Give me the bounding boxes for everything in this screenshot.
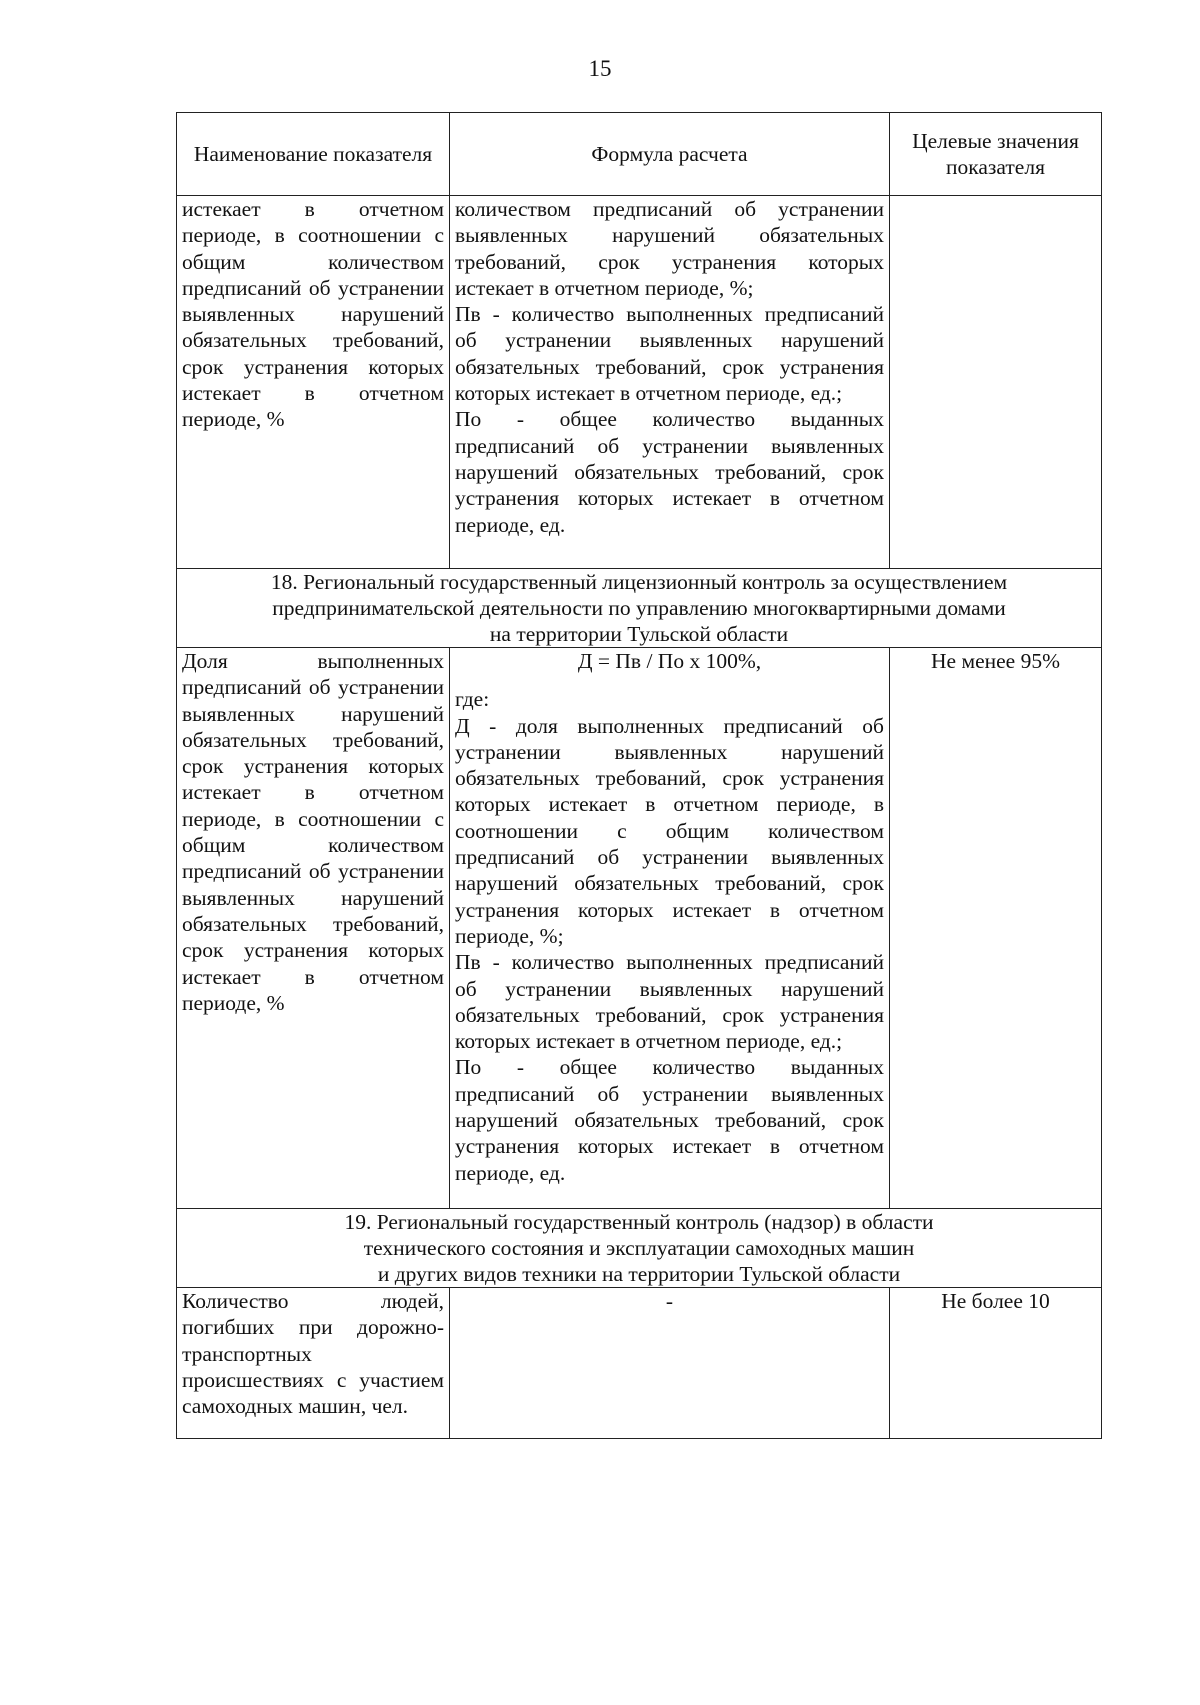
table-row — [177, 1288, 1102, 1439]
formula-expression: Д = Пв / По х 100%, — [577, 649, 762, 673]
indicator-name-cell: Доля выполненных предписаний об устранении выявленных нарушений обязательных требований, срок устранения которых истекает в отчетном периоде, в соотношении с общим количеством предписаний об устранении выявленных нарушений обязательных требований, срок устранения которых истекает в отчетном периоде, % — [177, 648, 450, 1209]
target-value-cell: Не более 10 — [890, 1288, 1102, 1439]
section-heading-row — [177, 1209, 1102, 1288]
formula-text: Д - доля выполненных предписаний об устранении выявленных нарушений обязательных требований, срок устранения которых истекает в отчетном периоде, в соотношении с общим количеством предписаний об устранении выявленных нарушений обязательных требований, срок устранения которых истекает в отчетном периоде, %; — [455, 713, 884, 948]
header-formula: Формула расчета — [450, 113, 890, 196]
target-value-cell — [890, 196, 1102, 569]
formula-text: По - общее количество выданных предписаний об устранении выявленных нарушений обязательных требований, срок устранения которых истекает в отчетном периоде, ед. — [455, 407, 884, 537]
formula-cell — [450, 648, 890, 1209]
section-18-title — [177, 569, 1102, 648]
section-title-line: и других видов техники на территории Тульской области — [377, 1262, 901, 1286]
formula-text: Пв - количество выполненных предписаний об устранении выявленных нарушений обязательных требований, срок устранения которых истекает в отчетном периоде, ед.; — [455, 302, 884, 406]
table-header-row — [177, 113, 1102, 196]
section-title-line: предпринимательской деятельности по управлению многоквартирными домами — [272, 596, 1006, 620]
indicators-table — [176, 112, 1102, 1439]
header-indicator-name: Наименование показателя — [177, 113, 450, 196]
header-target-values: Целевые значения показателя — [890, 113, 1102, 196]
formula-text: количеством предписаний об устранении выявленных нарушений обязательных требований, срок устранения которых истекает в отчетном периоде, %; — [455, 197, 884, 300]
formula-where: где: — [455, 687, 490, 712]
section-title-line: 18. Региональный государственный лицензионный контроль за осуществлением — [270, 570, 1008, 594]
table-row — [177, 648, 1102, 1209]
indicator-name-cell: истекает в отчетном периоде, в соотношении с общим количеством предписаний об устранении выявленных нарушений обязательных требований, срок устранения которых истекает в отчетном периоде, % — [177, 196, 450, 569]
page-number: 15 — [588, 56, 612, 81]
section-title-line: на территории Тульской области — [489, 622, 789, 646]
section-title-line: технического состояния и эксплуатации самоходных машин — [363, 1236, 915, 1260]
formula-text: По - общее количество выданных предписаний об устранении выявленных нарушений обязательных требований, срок устранения которых истекает в отчетном периоде, ед. — [455, 1055, 884, 1185]
table-row — [177, 196, 1102, 569]
formula-cell — [450, 196, 890, 569]
formula-text: Пв - количество выполненных предписаний об устранении выявленных нарушений обязательных требований, срок устранения которых истекает в отчетном периоде, ед.; — [455, 950, 884, 1054]
formula-cell: - — [450, 1288, 890, 1439]
section-heading-row — [177, 569, 1102, 648]
target-value-cell: Не менее 95% — [890, 648, 1102, 1209]
section-19-title — [177, 1209, 1102, 1288]
section-title-line: 19. Региональный государственный контроль (надзор) в области — [344, 1210, 934, 1234]
indicator-name-cell: Количество людей, погибших при дорожно-транспортных происшествиях с участием самоходных машин, чел. — [177, 1288, 450, 1439]
